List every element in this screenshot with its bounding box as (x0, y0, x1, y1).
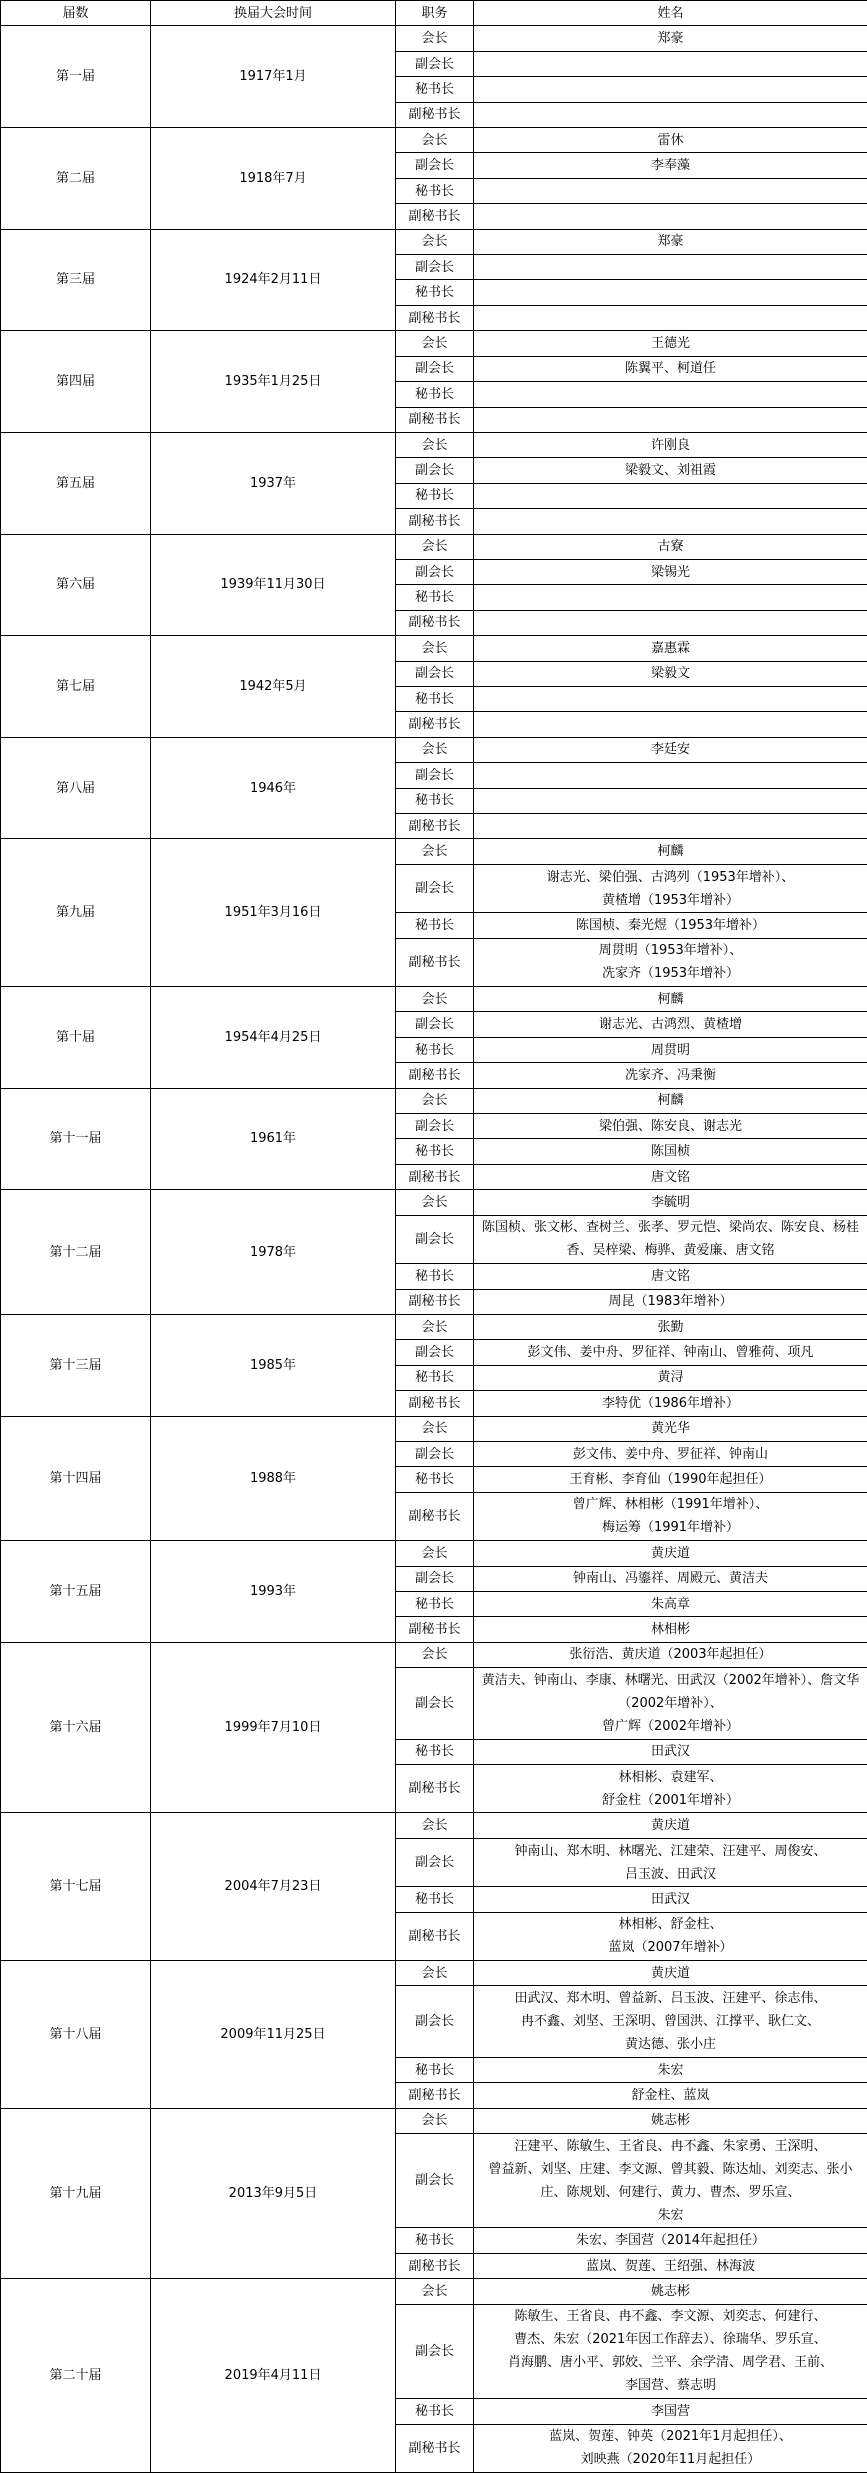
session-cell: 第七届 (1, 636, 151, 738)
session-cell: 第十届 (1, 987, 151, 1089)
names-cell: 张衍浩、黄庆道（2003年起担任） (474, 1642, 867, 1667)
table-row (1, 1416, 867, 1441)
names-cell: 李国营 (474, 2399, 867, 2424)
position-cell: 会长 (396, 2279, 474, 2304)
position-cell: 秘书长 (396, 1264, 474, 1289)
position-cell: 副会长 (396, 1441, 474, 1466)
position-cell: 会长 (396, 331, 474, 356)
position-cell: 秘书长 (396, 1139, 474, 1164)
names-cell: 林相彬、舒金柱、 蓝岚（2007年增补） (474, 1912, 867, 1960)
session-cell: 第九届 (1, 839, 151, 987)
names-cell: 唐文铭 (474, 1164, 867, 1189)
table-row (1, 1314, 867, 1339)
position-cell: 副会长 (396, 763, 474, 788)
position-cell: 会长 (396, 737, 474, 762)
table-row (1, 636, 867, 661)
header-names: 姓名 (474, 1, 867, 26)
table-row (1, 128, 867, 153)
position-cell: 会长 (396, 26, 474, 51)
date-cell: 1988年 (151, 1416, 396, 1541)
names-cell: 郑豪 (474, 229, 867, 254)
position-cell: 副秘书长 (396, 1289, 474, 1314)
names-cell (474, 814, 867, 839)
session-cell: 第十一届 (1, 1088, 151, 1190)
position-cell: 副秘书长 (396, 2253, 474, 2278)
table-body (1, 26, 867, 2473)
position-cell: 秘书长 (396, 2399, 474, 2424)
position-cell: 副秘书长 (396, 1617, 474, 1642)
names-cell: 田武汉 (474, 1739, 867, 1764)
names-cell: 李毓明 (474, 1190, 867, 1215)
names-cell (474, 255, 867, 280)
names-cell: 姚志彬 (474, 2108, 867, 2133)
date-cell: 1961年 (151, 1088, 396, 1190)
session-cell: 第四届 (1, 331, 151, 433)
position-cell: 会长 (396, 229, 474, 254)
session-cell: 第二届 (1, 128, 151, 230)
position-cell: 副秘书长 (396, 509, 474, 534)
position-cell: 秘书长 (396, 178, 474, 203)
names-cell: 周昆（1983年增补） (474, 1289, 867, 1314)
position-cell: 会长 (396, 1642, 474, 1667)
position-cell: 副秘书长 (396, 305, 474, 330)
position-cell: 秘书长 (396, 585, 474, 610)
names-cell: 黄浔 (474, 1365, 867, 1390)
position-cell: 秘书长 (396, 77, 474, 102)
session-cell: 第八届 (1, 737, 151, 839)
position-cell: 秘书长 (396, 483, 474, 508)
position-cell: 会长 (396, 1314, 474, 1339)
position-cell: 副会长 (396, 559, 474, 584)
names-cell: 柯麟 (474, 987, 867, 1012)
table-row (1, 839, 867, 864)
names-cell (474, 102, 867, 127)
names-cell: 田武汉 (474, 1887, 867, 1912)
position-cell: 副秘书长 (396, 1063, 474, 1088)
names-cell: 汪建平、陈敏生、王省良、冉不鑫、朱家勇、王深明、 曾益新、刘坚、庄建、李文源、曾其毅、陈达灿、刘奕志、张小庄、陈规划、何建行、黄力、曹杰、罗乐宣、 朱宏 (474, 2134, 867, 2228)
names-cell (474, 686, 867, 711)
names-cell (474, 77, 867, 102)
position-cell: 副会长 (396, 2304, 474, 2398)
names-cell: 张勤 (474, 1314, 867, 1339)
names-cell: 黄庆道 (474, 1961, 867, 1986)
session-cell: 第六届 (1, 534, 151, 636)
position-cell: 秘书长 (396, 2057, 474, 2082)
position-cell: 秘书长 (396, 1467, 474, 1492)
names-cell: 冼家齐、冯秉衡 (474, 1063, 867, 1088)
session-cell: 第二十届 (1, 2279, 151, 2473)
position-cell: 副秘书长 (396, 2083, 474, 2108)
names-cell: 彭文伟、姜中舟、罗征祥、钟南山 (474, 1441, 867, 1466)
date-cell: 1918年7月 (151, 128, 396, 230)
names-cell: 谢志光、梁伯强、古鸿列（1953年增补）、 黄楂增（1953年增补） (474, 864, 867, 912)
position-cell: 秘书长 (396, 686, 474, 711)
header-position: 职务 (396, 1, 474, 26)
names-cell: 许刚良 (474, 432, 867, 457)
names-cell: 梁毅文、刘祖霞 (474, 458, 867, 483)
position-cell: 会长 (396, 432, 474, 457)
names-cell: 李奉藻 (474, 153, 867, 178)
position-cell: 副会长 (396, 1340, 474, 1365)
date-cell: 1917年1月 (151, 26, 396, 128)
names-cell: 黄庆道 (474, 1541, 867, 1566)
position-cell: 会长 (396, 839, 474, 864)
position-cell: 会长 (396, 636, 474, 661)
session-cell: 第十五届 (1, 1541, 151, 1643)
session-cell: 第十七届 (1, 1813, 151, 1961)
header-row (1, 1, 867, 26)
names-cell: 嘉惠霖 (474, 636, 867, 661)
names-cell: 陈国桢、秦光煜（1953年增补） (474, 913, 867, 938)
position-cell: 会长 (396, 1190, 474, 1215)
names-cell: 梁锡光 (474, 559, 867, 584)
table-row (1, 229, 867, 254)
position-cell: 会长 (396, 1088, 474, 1113)
position-cell: 副秘书长 (396, 1391, 474, 1416)
date-cell: 1993年 (151, 1541, 396, 1643)
table-row (1, 1642, 867, 1667)
names-cell: 李特优（1986年增补） (474, 1391, 867, 1416)
names-cell: 郑豪 (474, 26, 867, 51)
position-cell: 副会长 (396, 2134, 474, 2228)
names-cell: 彭文伟、姜中舟、罗征祥、钟南山、曾雅荷、项凡 (474, 1340, 867, 1365)
names-cell: 陈翼平、柯道任 (474, 356, 867, 381)
position-cell: 副秘书长 (396, 2424, 474, 2472)
names-cell: 田武汉、郑木明、曾益新、吕玉波、汪建平、徐志伟、 冉不鑫、刘坚、王深明、曾国洪、江撑平、耿仁文、 黄达德、张小庄 (474, 1986, 867, 2057)
date-cell: 1985年 (151, 1314, 396, 1416)
names-cell: 黄洁夫、钟南山、李康、林曙光、田武汉（2002年增补）、詹文华（2002年增补）、 曾广辉（2002年增补） (474, 1668, 867, 1739)
session-cell: 第三届 (1, 229, 151, 331)
names-cell: 王德光 (474, 331, 867, 356)
position-cell: 副会长 (396, 255, 474, 280)
position-cell: 会长 (396, 1961, 474, 1986)
date-cell: 1946年 (151, 737, 396, 839)
table-row (1, 26, 867, 51)
position-cell: 副秘书长 (396, 712, 474, 737)
session-cell: 第十四届 (1, 1416, 151, 1541)
names-cell (474, 51, 867, 76)
names-cell: 柯麟 (474, 1088, 867, 1113)
session-cell: 第十八届 (1, 1961, 151, 2109)
date-cell: 1978年 (151, 1190, 396, 1315)
names-cell (474, 305, 867, 330)
names-cell: 钟南山、郑木明、林曙光、江建荣、汪建平、周俊安、 吕玉波、田武汉 (474, 1838, 867, 1886)
date-cell: 1935年1月25日 (151, 331, 396, 433)
table-row (1, 737, 867, 762)
position-cell: 副会长 (396, 1566, 474, 1591)
names-cell (474, 788, 867, 813)
date-cell: 1942年5月 (151, 636, 396, 738)
table-row (1, 1813, 867, 1838)
position-cell: 副秘书长 (396, 610, 474, 635)
position-cell: 副会长 (396, 1668, 474, 1739)
table-row (1, 987, 867, 1012)
position-cell: 秘书长 (396, 788, 474, 813)
date-cell: 1924年2月11日 (151, 229, 396, 331)
table-row (1, 534, 867, 559)
names-cell: 蓝岚、贺莲、王绍强、林海波 (474, 2253, 867, 2278)
position-cell: 副会长 (396, 153, 474, 178)
names-cell: 周贯明 (474, 1037, 867, 1062)
names-cell: 雷休 (474, 128, 867, 153)
position-cell: 副会长 (396, 1012, 474, 1037)
names-cell: 蓝岚、贺莲、钟英（2021年1月起担任）、 刘映燕（2020年11月起担任） (474, 2424, 867, 2472)
position-cell: 副会长 (396, 661, 474, 686)
names-cell (474, 763, 867, 788)
names-cell: 曾广辉、林相彬（1991年增补）、 梅运筹（1991年增补） (474, 1492, 867, 1540)
position-cell: 副秘书长 (396, 814, 474, 839)
names-cell (474, 280, 867, 305)
names-cell (474, 407, 867, 432)
names-cell: 唐文铭 (474, 1264, 867, 1289)
names-cell: 周贯明（1953年增补）、 冼家齐（1953年增补） (474, 938, 867, 986)
names-cell: 黄庆道 (474, 1813, 867, 1838)
names-cell: 陈国桢、张文彬、查树兰、张孝、罗元恺、梁尚农、陈安良、杨桂香、吴梓梁、梅骅、黄爱廉、唐文铭 (474, 1215, 867, 1263)
position-cell: 副会长 (396, 1114, 474, 1139)
date-cell: 1999年7月10日 (151, 1642, 396, 1813)
names-cell: 柯麟 (474, 839, 867, 864)
position-cell: 会长 (396, 987, 474, 1012)
table-row (1, 1541, 867, 1566)
names-cell: 古寮 (474, 534, 867, 559)
position-cell: 副秘书长 (396, 102, 474, 127)
session-cell: 第一届 (1, 26, 151, 128)
position-cell: 会长 (396, 1541, 474, 1566)
position-cell: 副秘书长 (396, 407, 474, 432)
names-cell: 王育彬、李育仙（1990年起担任） (474, 1467, 867, 1492)
table-row (1, 1190, 867, 1215)
position-cell: 会长 (396, 2108, 474, 2133)
names-cell: 陈国桢 (474, 1139, 867, 1164)
position-cell: 秘书长 (396, 1591, 474, 1616)
position-cell: 会长 (396, 128, 474, 153)
names-cell (474, 610, 867, 635)
table-row (1, 1961, 867, 1986)
names-cell: 钟南山、冯鎏祥、周殿元、黄洁夫 (474, 1566, 867, 1591)
position-cell: 副秘书长 (396, 1912, 474, 1960)
position-cell: 副秘书长 (396, 1492, 474, 1540)
date-cell: 1937年 (151, 432, 396, 534)
session-cell: 第十九届 (1, 2108, 151, 2279)
date-cell: 2004年7月23日 (151, 1813, 396, 1961)
position-cell: 会长 (396, 1813, 474, 1838)
position-cell: 秘书长 (396, 1365, 474, 1390)
date-cell: 1939年11月30日 (151, 534, 396, 636)
names-cell (474, 382, 867, 407)
position-cell: 秘书长 (396, 2228, 474, 2253)
date-cell: 1954年4月25日 (151, 987, 396, 1089)
date-cell: 1951年3月16日 (151, 839, 396, 987)
names-cell: 朱高章 (474, 1591, 867, 1616)
position-cell: 副会长 (396, 356, 474, 381)
table-row (1, 432, 867, 457)
names-cell: 姚志彬 (474, 2279, 867, 2304)
position-cell: 副会长 (396, 1838, 474, 1886)
position-cell: 会长 (396, 1416, 474, 1441)
table-row (1, 2108, 867, 2133)
names-cell: 李廷安 (474, 737, 867, 762)
date-cell: 2019年4月11日 (151, 2279, 396, 2473)
session-cell: 第十二届 (1, 1190, 151, 1315)
position-cell: 秘书长 (396, 1037, 474, 1062)
names-cell: 林相彬、袁建军、 舒金柱（2001年增补） (474, 1765, 867, 1813)
session-cell: 第五届 (1, 432, 151, 534)
names-cell: 梁毅文 (474, 661, 867, 686)
position-cell: 副秘书长 (396, 938, 474, 986)
position-cell: 秘书长 (396, 913, 474, 938)
session-cell: 第十三届 (1, 1314, 151, 1416)
date-cell: 2013年9月5日 (151, 2108, 396, 2279)
position-cell: 秘书长 (396, 1887, 474, 1912)
position-cell: 秘书长 (396, 382, 474, 407)
position-cell: 副秘书长 (396, 1765, 474, 1813)
names-cell (474, 483, 867, 508)
session-cell: 第十六届 (1, 1642, 151, 1813)
position-cell: 秘书长 (396, 1739, 474, 1764)
header-date: 换届大会时间 (151, 1, 396, 26)
names-cell: 林相彬 (474, 1617, 867, 1642)
names-cell: 梁伯强、陈安良、谢志光 (474, 1114, 867, 1139)
names-cell (474, 509, 867, 534)
names-cell: 陈敏生、王省良、冉不鑫、李文源、刘奕志、何建行、 曹杰、朱宏（2021年因工作辞去）、徐瑞华、罗乐宣、 肖海鹏、唐小平、郭姣、兰平、余学清、周学君、王前、 李国营、蔡志明 (474, 2304, 867, 2398)
names-cell: 朱宏 (474, 2057, 867, 2082)
position-cell: 副会长 (396, 458, 474, 483)
names-cell (474, 585, 867, 610)
position-cell: 副会长 (396, 1986, 474, 2057)
names-cell: 舒金柱、蓝岚 (474, 2083, 867, 2108)
position-cell: 秘书长 (396, 280, 474, 305)
names-cell: 朱宏、李国营（2014年起担任） (474, 2228, 867, 2253)
position-cell: 副会长 (396, 51, 474, 76)
names-cell: 黄光华 (474, 1416, 867, 1441)
position-cell: 副会长 (396, 864, 474, 912)
position-cell: 副秘书长 (396, 204, 474, 229)
names-cell (474, 178, 867, 203)
table-row (1, 1088, 867, 1113)
names-cell (474, 712, 867, 737)
header-session: 届数 (1, 1, 151, 26)
position-cell: 会长 (396, 534, 474, 559)
position-cell: 副秘书长 (396, 1164, 474, 1189)
names-cell: 谢志光、古鸿烈、黄楂增 (474, 1012, 867, 1037)
names-cell (474, 204, 867, 229)
table-row (1, 331, 867, 356)
table-row (1, 2279, 867, 2304)
date-cell: 2009年11月25日 (151, 1961, 396, 2109)
position-cell: 副会长 (396, 1215, 474, 1263)
